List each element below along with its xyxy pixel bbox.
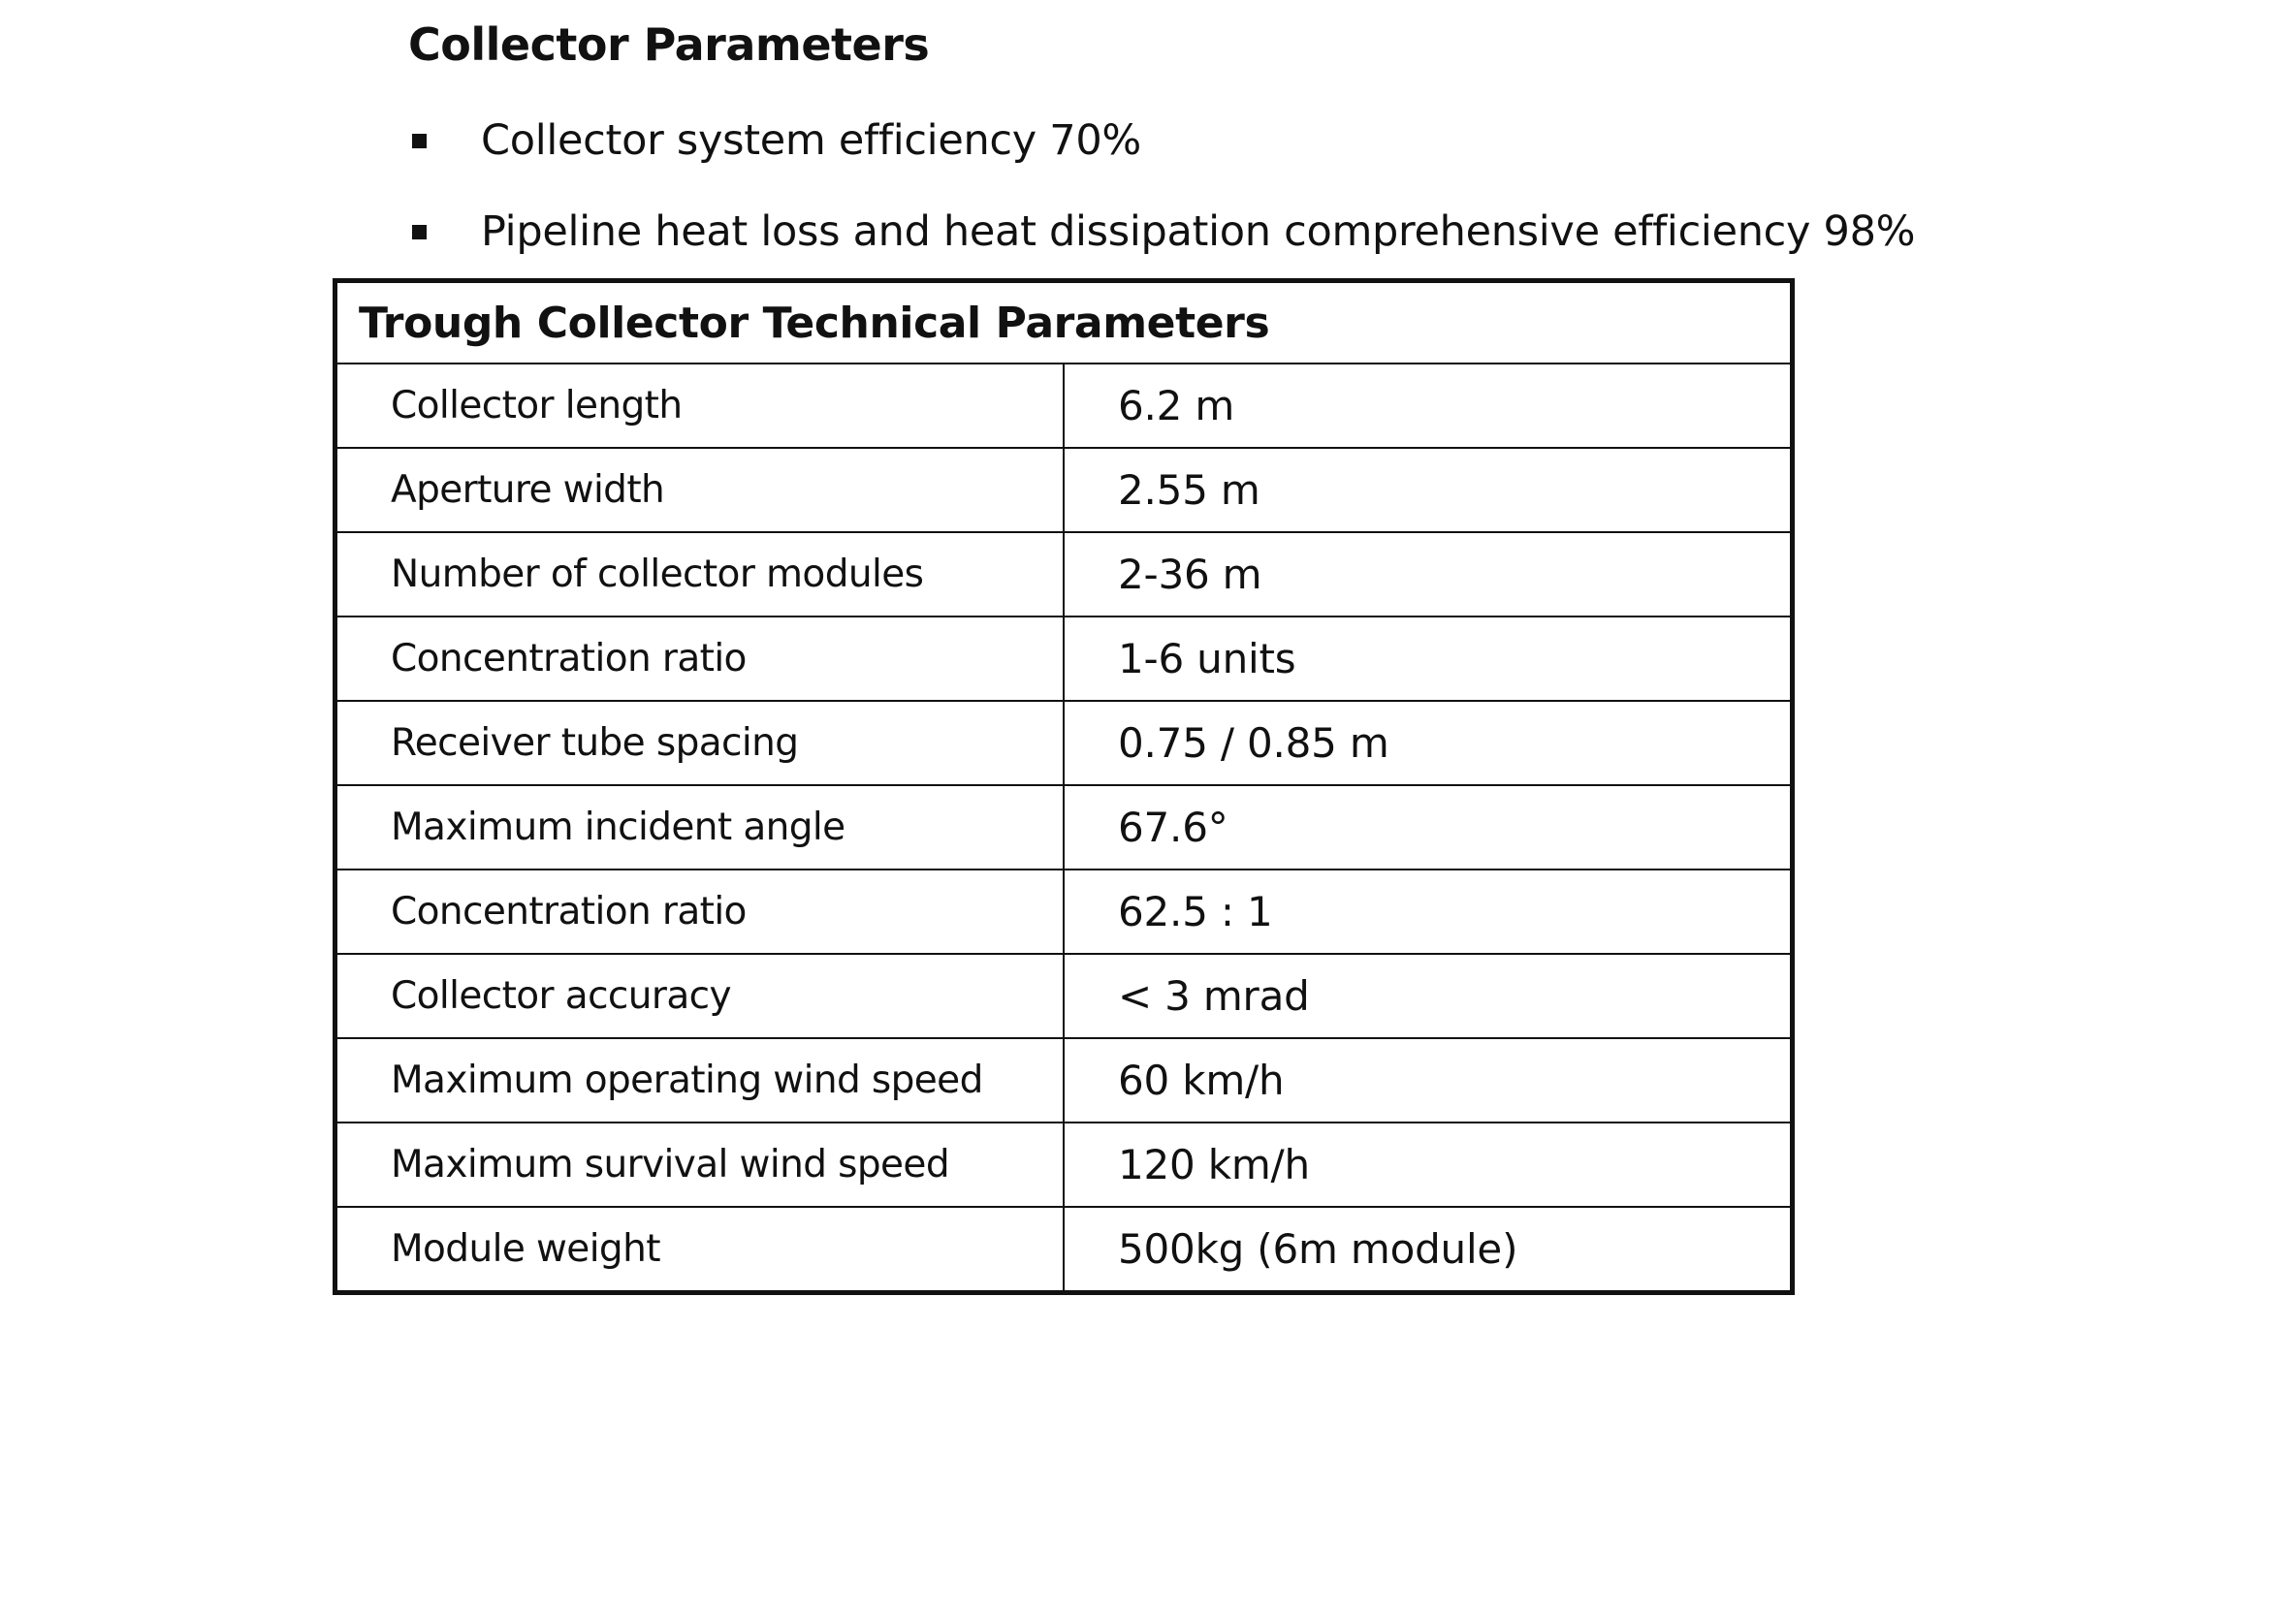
bullet-text: Collector system efficiency 70%: [481, 116, 1141, 165]
table-title: Trough Collector Technical Parameters: [335, 281, 1793, 364]
square-bullet-icon: [412, 134, 427, 148]
parameter-value: 6.2 m: [1064, 364, 1793, 448]
parameter-label: Maximum operating wind speed: [335, 1038, 1065, 1123]
technical-parameters-table: [333, 278, 1795, 1295]
table-row: [335, 448, 1793, 532]
parameter-label: Maximum survival wind speed: [335, 1123, 1065, 1207]
parameter-value: 2-36 m: [1064, 532, 1793, 617]
table-header-row: [335, 281, 1793, 364]
table-row: [335, 617, 1793, 701]
parameter-value: 67.6°: [1064, 785, 1793, 870]
parameter-label: Concentration ratio: [335, 870, 1065, 954]
table-row: [335, 1038, 1793, 1123]
table-row: [335, 364, 1793, 448]
parameter-label: Concentration ratio: [335, 617, 1065, 701]
table-row: [335, 532, 1793, 617]
table-row: [335, 954, 1793, 1038]
parameter-value: < 3 mrad: [1064, 954, 1793, 1038]
parameter-value: 120 km/h: [1064, 1123, 1793, 1207]
section-heading: Collector Parameters: [408, 18, 930, 71]
square-bullet-icon: [412, 225, 427, 239]
parameter-label: Collector length: [335, 364, 1065, 448]
parameter-value: 2.55 m: [1064, 448, 1793, 532]
bullet-text: Pipeline heat loss and heat dissipation comprehensive efficiency 98%: [481, 207, 1916, 256]
bullet-item: [403, 107, 1915, 198]
table-row: [335, 1207, 1793, 1293]
parameter-label: Number of collector modules: [335, 532, 1065, 617]
table-row: [335, 870, 1793, 954]
table-row: [335, 1123, 1793, 1207]
parameter-label: Aperture width: [335, 448, 1065, 532]
parameter-value: 60 km/h: [1064, 1038, 1793, 1123]
bullet-item: [403, 198, 1915, 289]
parameter-value: 1-6 units: [1064, 617, 1793, 701]
parameter-value: 500kg (6m module): [1064, 1207, 1793, 1293]
parameter-value: 62.5 : 1: [1064, 870, 1793, 954]
table-row: [335, 785, 1793, 870]
parameter-label: Module weight: [335, 1207, 1065, 1293]
parameter-label: Maximum incident angle: [335, 785, 1065, 870]
parameter-bullet-list: [403, 107, 1915, 289]
parameter-label: Collector accuracy: [335, 954, 1065, 1038]
parameter-label: Receiver tube spacing: [335, 701, 1065, 785]
parameter-value: 0.75 / 0.85 m: [1064, 701, 1793, 785]
table-row: [335, 701, 1793, 785]
